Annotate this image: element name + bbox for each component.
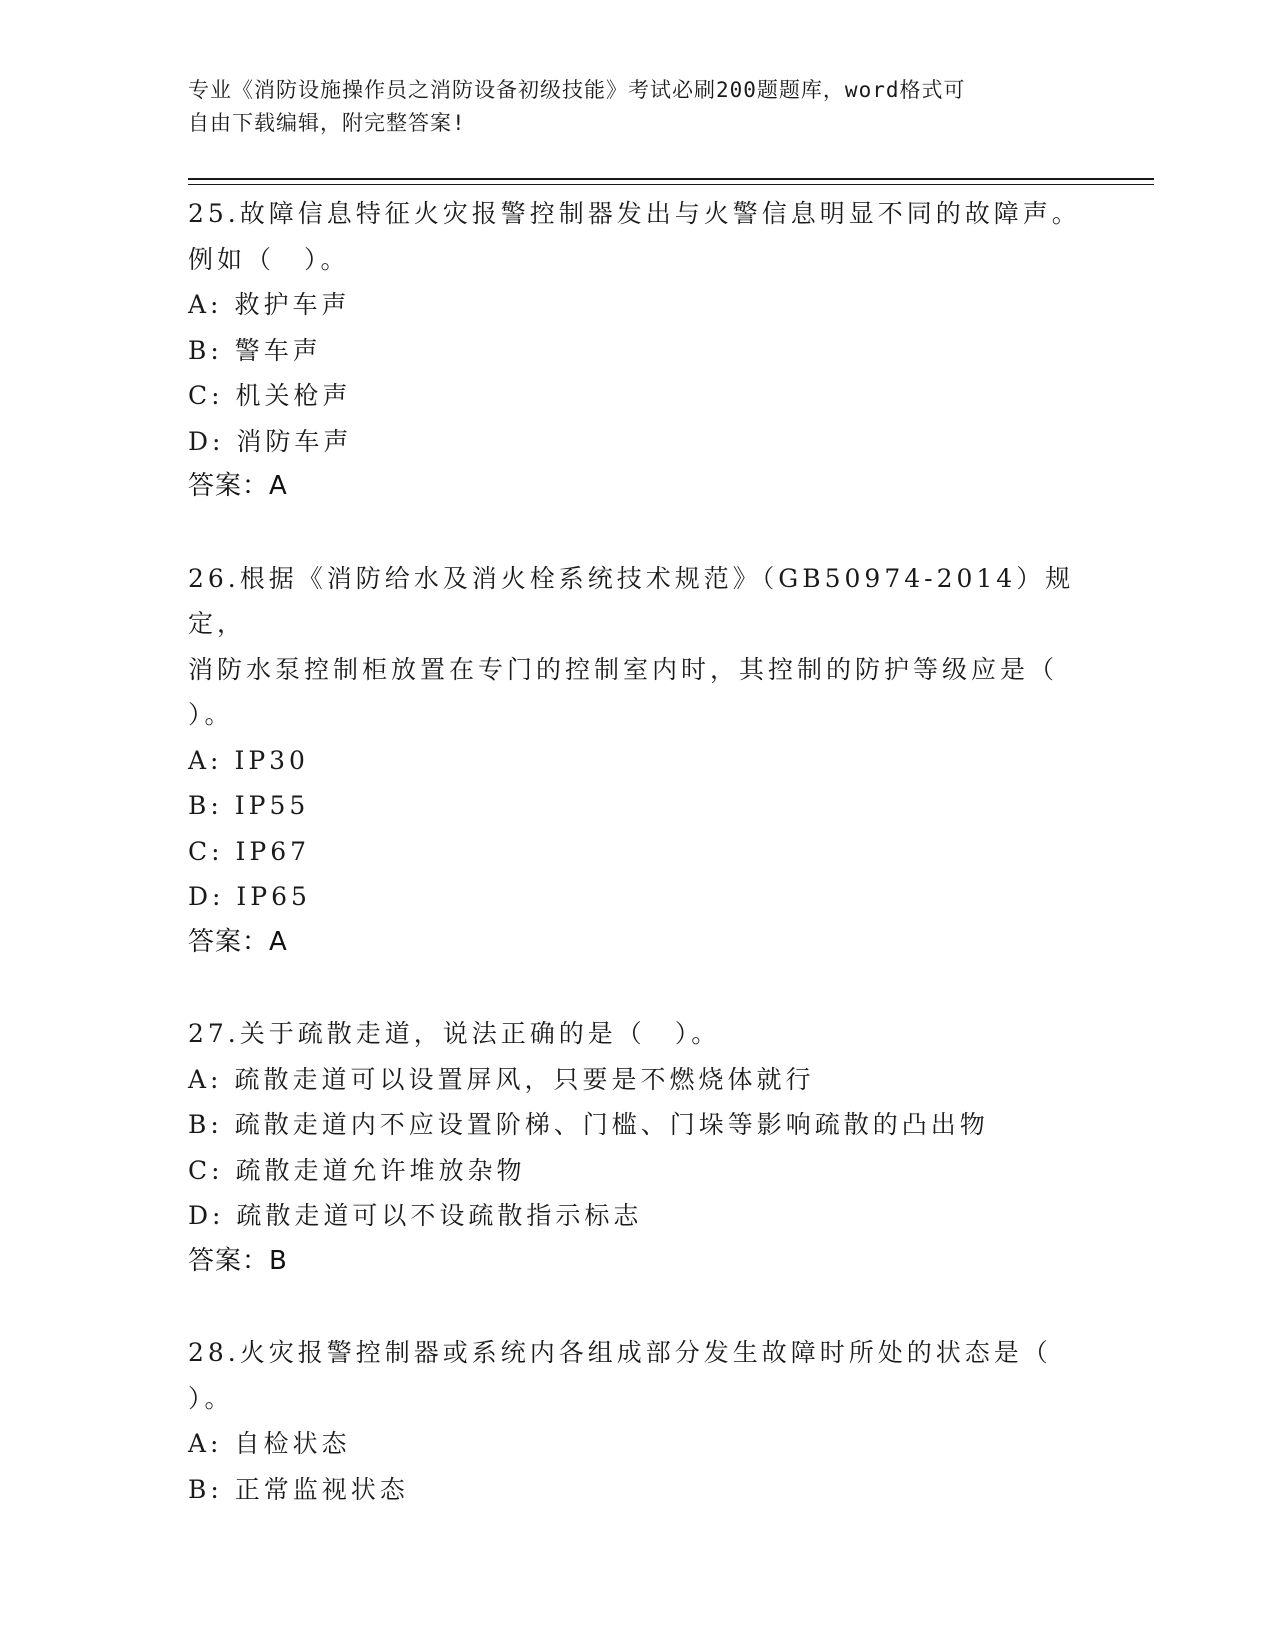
header-rule-thin (188, 184, 1154, 185)
question-text-line: ）。 (188, 1383, 234, 1413)
question-text-line: ）。 (188, 700, 234, 729)
question-text-line: 28.火灾报警控制器或系统内各组成部分发生故障时所处的状态是（ (188, 1338, 1052, 1367)
option-text: 疏散走道允许堆放杂物 (235, 1155, 526, 1185)
option-label: A: (188, 1429, 223, 1458)
answer-option (188, 373, 1088, 419)
option-text: 消防车声 (236, 426, 353, 456)
answer-option (188, 1102, 1088, 1148)
answer-key: 答案：A (188, 471, 288, 501)
option-label: B: (188, 1474, 223, 1504)
answer-option (188, 328, 1088, 374)
option-text: 机关枪声 (235, 381, 352, 410)
answer-option (188, 1057, 1088, 1103)
option-label: A: (188, 290, 223, 319)
answer-option (188, 282, 1088, 328)
answer-option (188, 874, 1088, 920)
option-label: D: (188, 426, 225, 456)
option-text: 疏散走道可以设置屏风，只要是不燃烧体就行 (234, 1064, 815, 1094)
option-label: D: (188, 882, 225, 911)
header-rule-thick (188, 178, 1154, 180)
question-text-line: 25.故障信息特征火灾报警控制器发出与火警信息明显不同的故障声。 (188, 199, 1081, 228)
header-line-1: 专业《消防设施操作员之消防设备初级技能》考试必刷200题题库，word格式可 (188, 78, 966, 102)
header-line-2: 自由下载编辑，附完整答案! (188, 111, 466, 135)
option-label: B: (188, 791, 223, 820)
option-label: C: (188, 1155, 224, 1185)
option-text: 正常监视状态 (234, 1474, 409, 1504)
question-block (188, 191, 1088, 510)
option-label: A: (188, 745, 223, 775)
option-label: C: (188, 381, 224, 410)
option-text: IP30 (234, 745, 309, 775)
page-header (188, 74, 1088, 140)
option-text: 警车声 (234, 335, 322, 365)
option-text: IP55 (234, 791, 310, 820)
option-text: IP65 (236, 882, 311, 911)
answer-option (188, 419, 1088, 465)
question-text-line: 消防水泵控制柜放置在专门的控制室内时，其控制的防护等级应是（ (188, 654, 1059, 684)
answer-option (188, 783, 1088, 829)
answer-option (188, 1193, 1088, 1239)
option-text: 自检状态 (234, 1429, 351, 1458)
answer-option (188, 1467, 1088, 1513)
option-text: 疏散走道可以不设疏散指示标志 (236, 1201, 643, 1230)
answer-option (188, 1148, 1088, 1194)
option-text: 疏散走道内不应设置阶梯、门槛、门垛等影响疏散的凸出物 (234, 1110, 989, 1139)
answer-option (188, 829, 1088, 875)
question-text-line: 例如（ ）。 (188, 244, 350, 274)
option-label: B: (188, 335, 223, 365)
answer-option (188, 738, 1088, 784)
answer-key: 答案：A (188, 926, 288, 957)
question-text-line: 27.关于疏散走道，说法正确的是（ ）。 (188, 1019, 721, 1048)
option-label: A: (188, 1064, 223, 1094)
option-label: B: (188, 1110, 223, 1139)
answer-option (188, 1421, 1088, 1467)
question-list (188, 191, 1088, 1558)
option-label: D: (188, 1201, 225, 1230)
option-text: 救护车声 (234, 290, 351, 319)
question-block (188, 1330, 1088, 1512)
answer-key: 答案：B (188, 1245, 288, 1276)
question-block (188, 1011, 1088, 1284)
option-text: IP67 (235, 836, 311, 866)
question-text-line: 26.根据《消防给水及消火栓系统技术规范》（GB50974-2014）规定， (188, 563, 1075, 638)
option-label: C: (188, 836, 224, 866)
question-block (188, 556, 1088, 966)
